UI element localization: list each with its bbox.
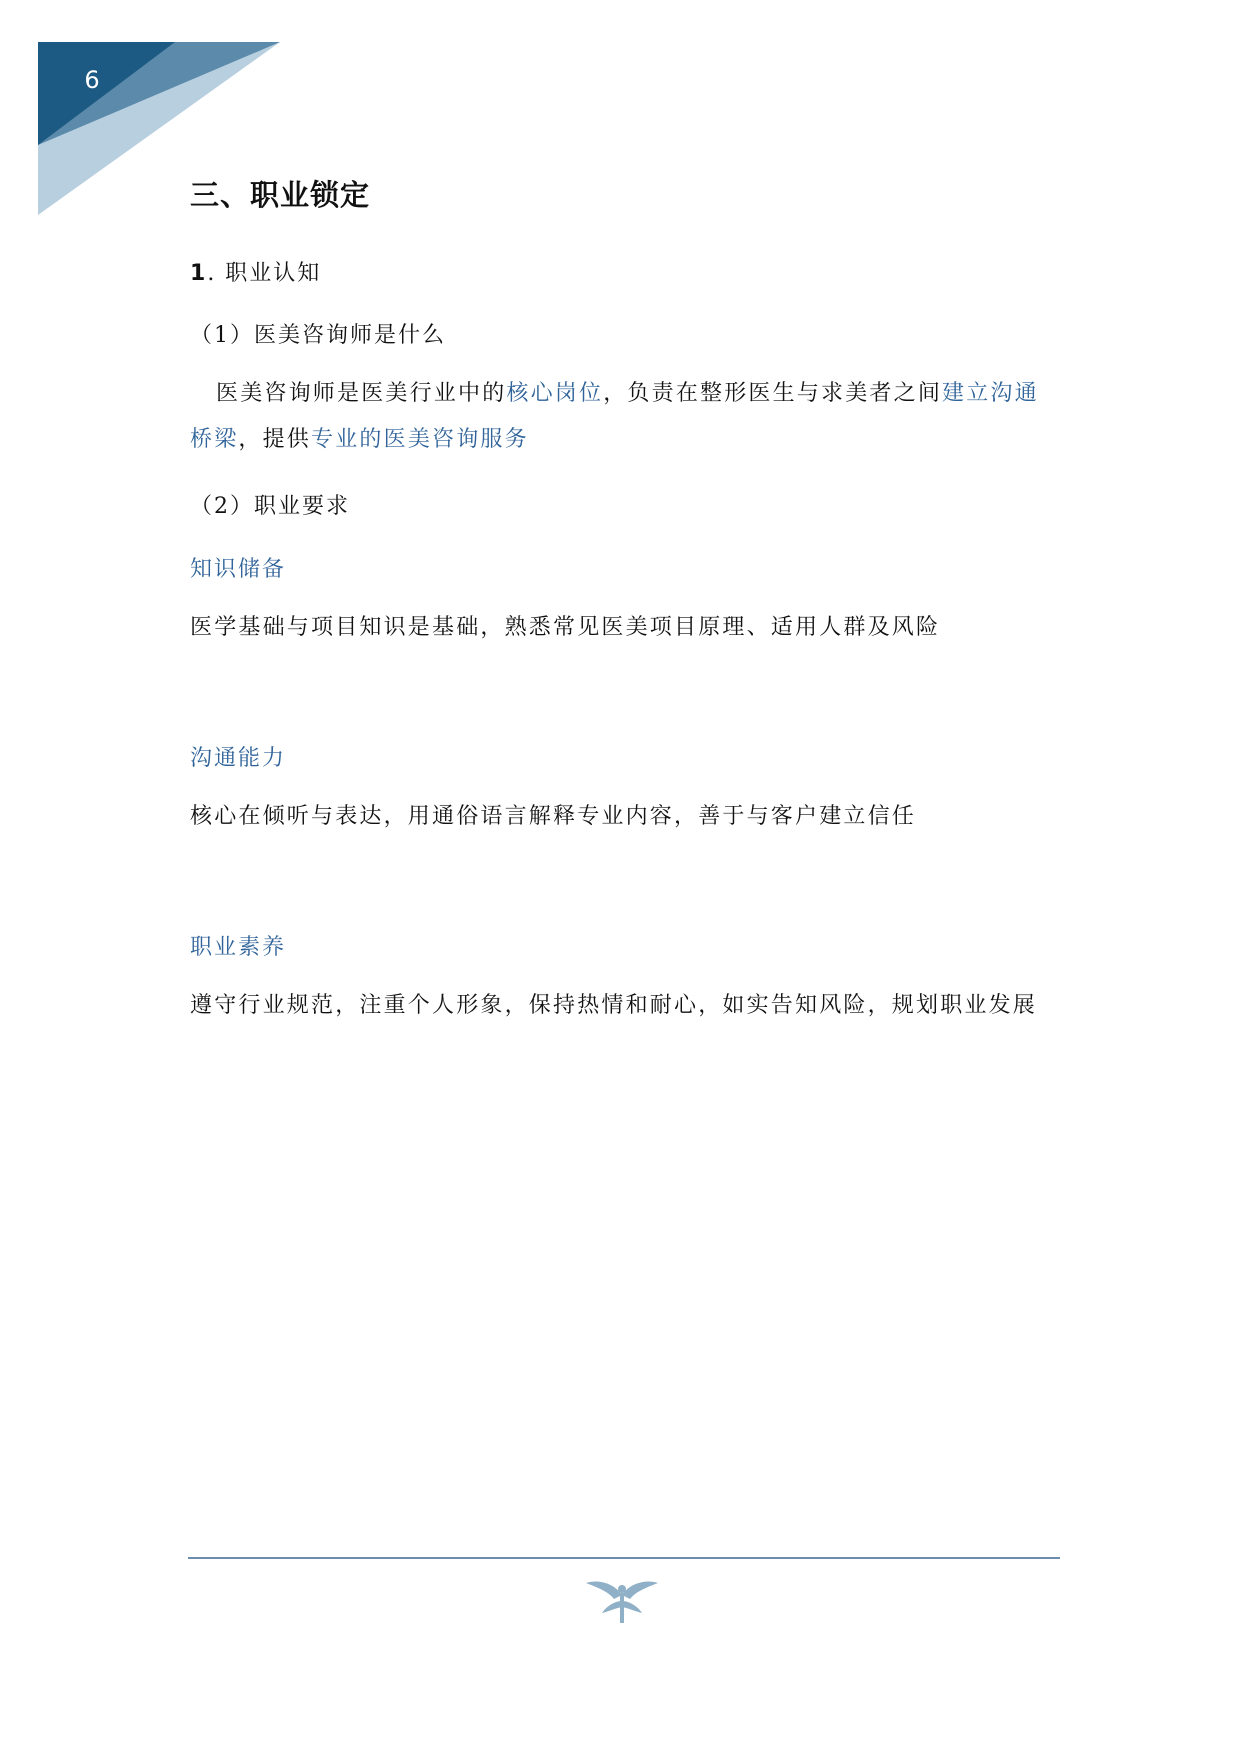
requirement-text-professionalism: 遵守行业规范，注重个人形象，保持热情和耐心，如实告知风险，规划职业发展 xyxy=(190,993,1038,1018)
requirement-title-communication: 沟通能力 xyxy=(190,746,287,771)
subsection-title: . 职业认知 xyxy=(207,261,322,286)
highlight-service: 专业的医美咨询服务 xyxy=(311,427,529,452)
subsection-number: 1 xyxy=(190,261,208,286)
page-number: 6 xyxy=(84,66,100,94)
definition-text: ，负责在整形医生与求美者之间 xyxy=(603,381,943,406)
subsection-heading xyxy=(190,256,321,287)
requirement-title-professionalism: 职业素养 xyxy=(190,935,287,960)
highlight-bridge: 建立沟通桥梁 xyxy=(190,381,1039,452)
requirement-title-knowledge: 知识储备 xyxy=(190,557,287,582)
question-heading-1: （1）医美咨询师是什么 xyxy=(190,323,446,348)
footer-divider xyxy=(188,1557,1060,1559)
requirement-text-communication: 核心在倾听与表达，用通俗语言解释专业内容，善于与客户建立信任 xyxy=(190,804,917,829)
requirement-text-knowledge: 医学基础与项目知识是基础，熟悉常见医美项目原理、适用人群及风险 xyxy=(190,615,941,640)
definition-text: ，提供 xyxy=(238,427,312,452)
highlight-core-position: 核心岗位 xyxy=(506,381,604,406)
section-title: 三、职业锁定 xyxy=(190,178,371,212)
question-heading-2: （2）职业要求 xyxy=(190,494,350,519)
definition-text: 医美咨询师是医美行业中的 xyxy=(216,381,507,406)
footer-ornament-icon xyxy=(584,1575,660,1627)
definition-paragraph xyxy=(190,371,1050,463)
